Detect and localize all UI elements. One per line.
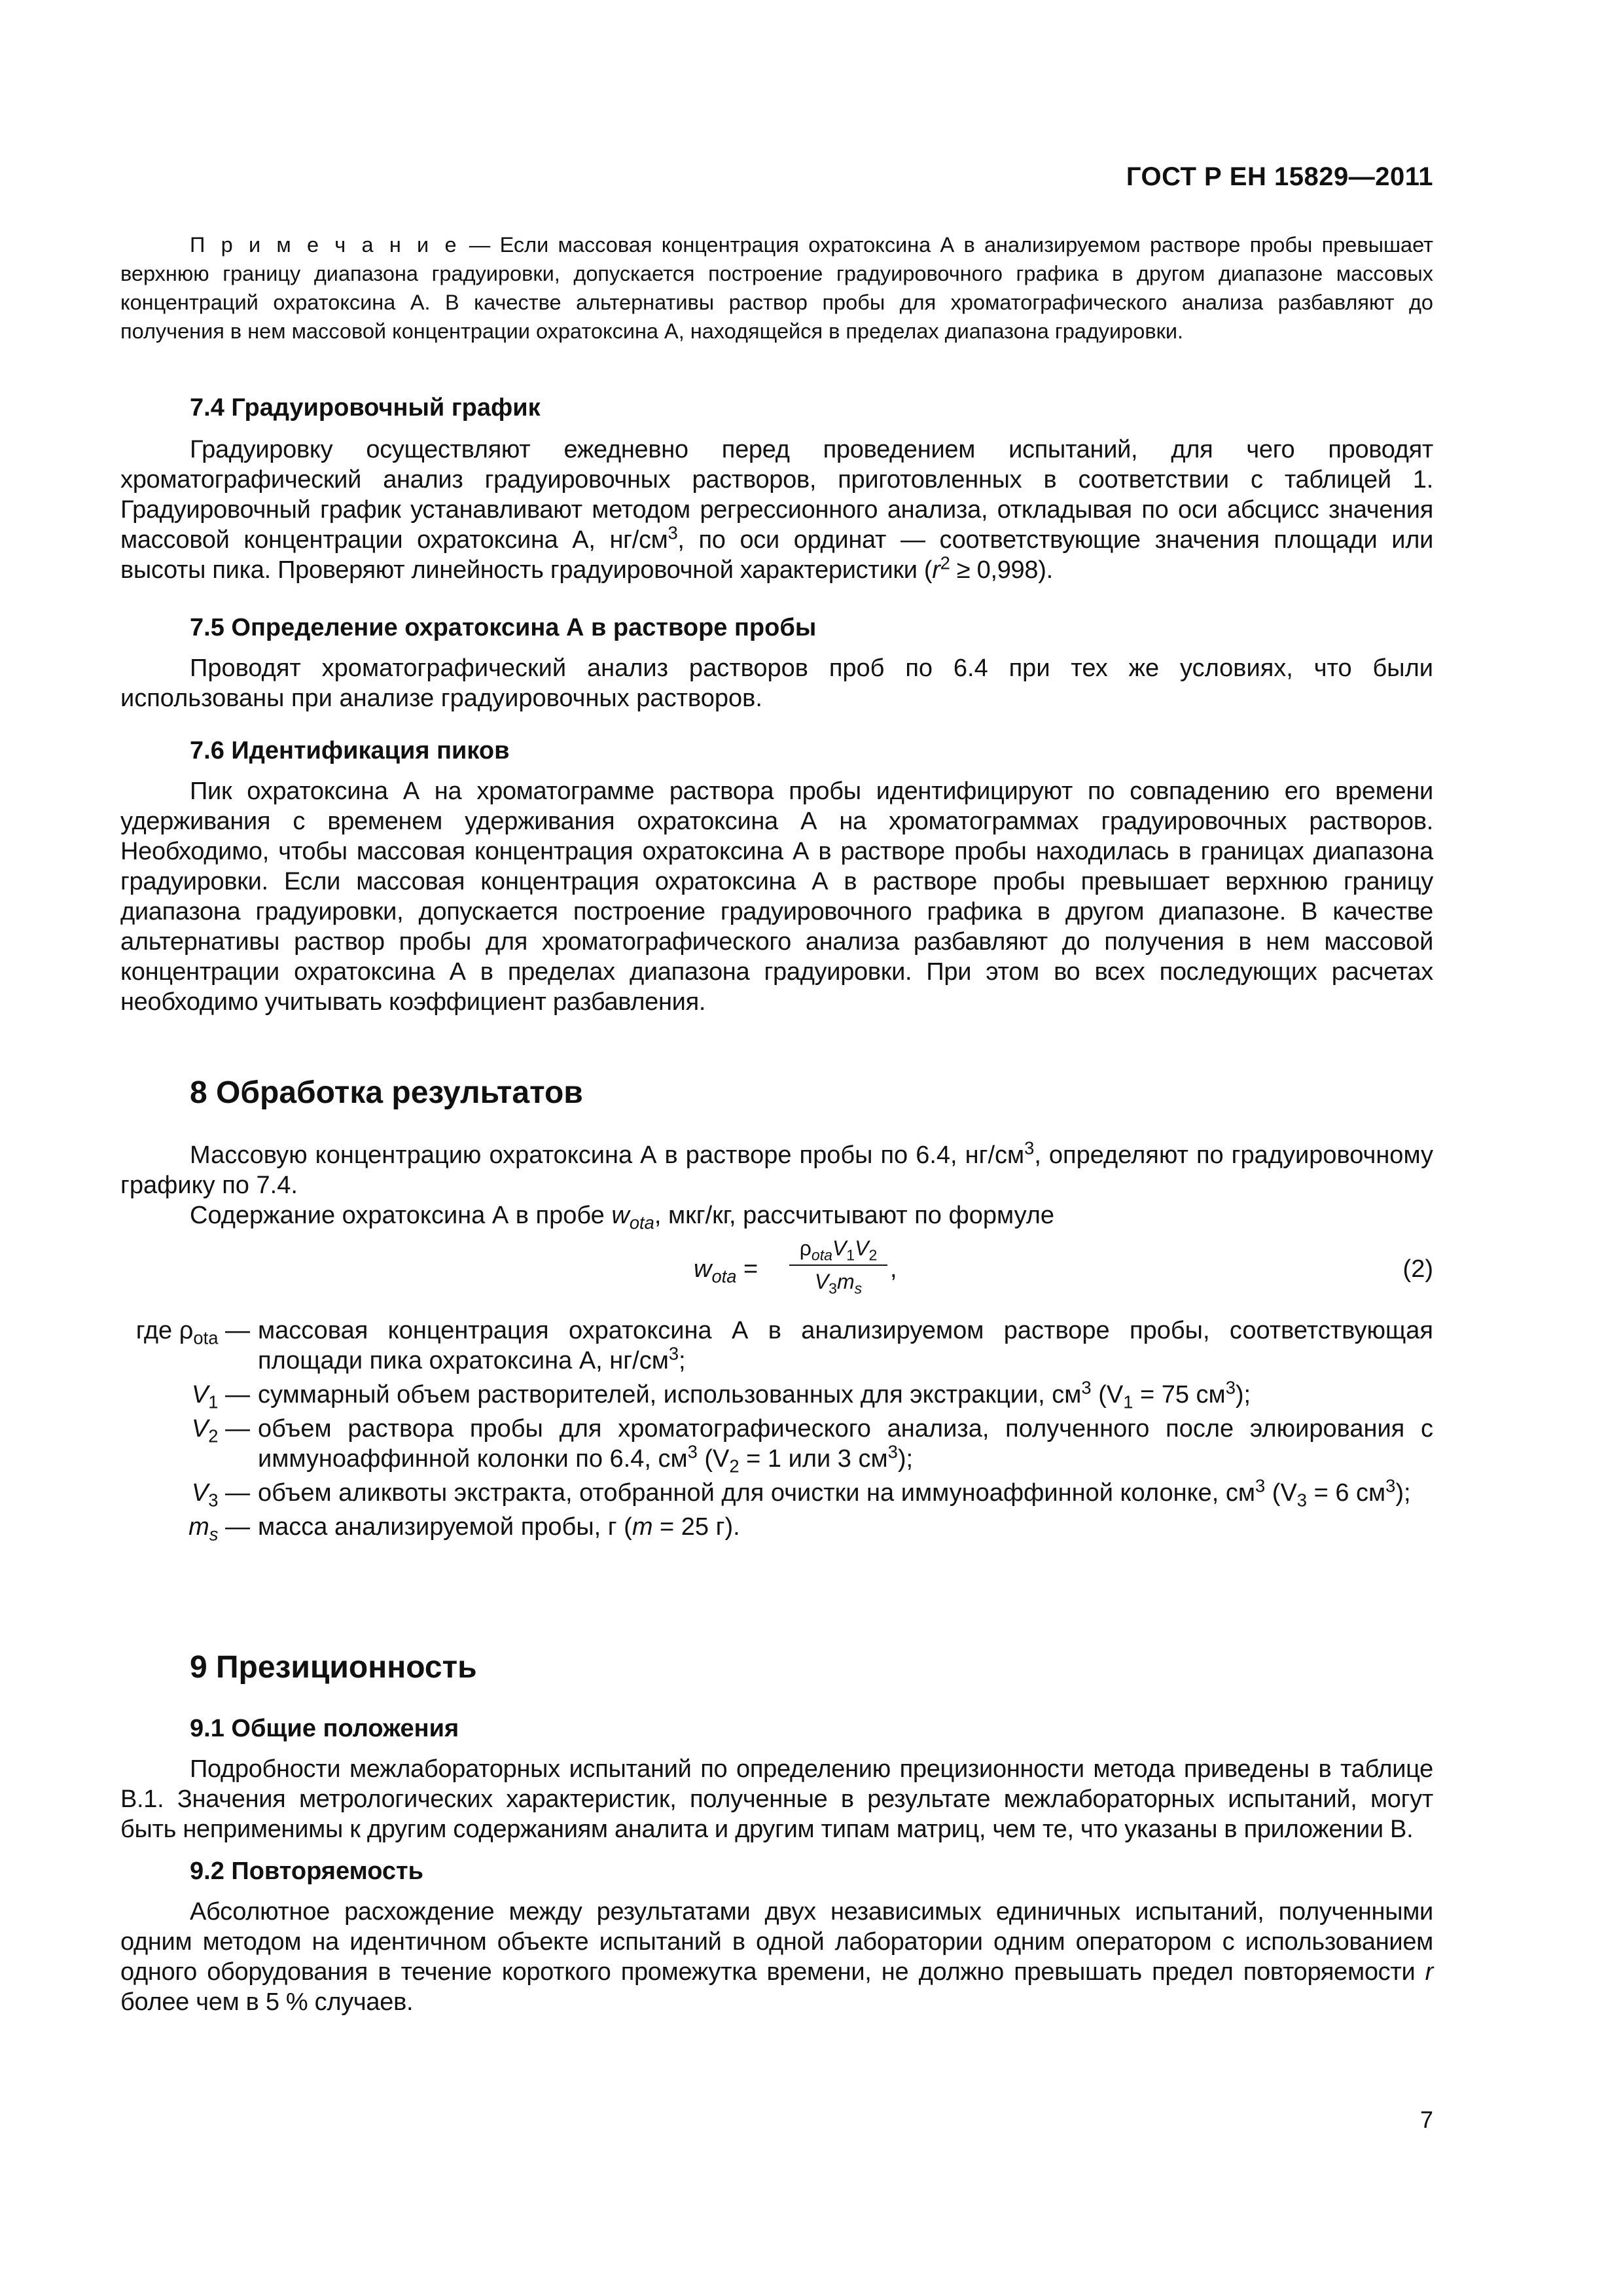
section-8 bbox=[120, 1075, 1433, 1546]
definition-v2: $V_2$ — объем раствора пробы для хроматографического анализа, полученного после элюирования с иммуноаффинной колонки по 6.4, $см^3$ ($V_2 = 1$ или 3 $см^3$); bbox=[191, 1415, 1433, 1477]
formula-fraction bbox=[789, 1233, 887, 1295]
heading-9-2: 9.2 Повторяемость bbox=[190, 1857, 424, 1885]
formula-denominator: $V_3m_s$ bbox=[814, 1270, 863, 1297]
page-number: 7 bbox=[1419, 2106, 1433, 2133]
paragraph-9-2: Абсолютное расхождение между результатами двух независимых единичных испытаний, полученными одним методом на идентичном объекте испытаний в одной лаборатории одним оператором с использованием одного оборудования в течение короткого промежутка времени, не должно превышать предел повторяемости r более чем в 5 % случаев. bbox=[120, 1898, 1433, 2016]
note-label: П р и м е ч а н и е bbox=[190, 233, 460, 257]
paragraph-8-1: Массовую концентрацию охратоксина А в растворе пробы по 6.4, $нг/см^3$, определяют по градуировочному графику по 7.4. bbox=[120, 1138, 1433, 1199]
paragraph-7-6: Пик охратоксина А на хроматограмме раствора пробы идентифицируют по совпадению его времени удерживания с временем удерживания охратоксина А на хроматограммах градуировочных растворов. Необходимо, чтобы массовая концентрация охратоксина А в растворе пробы находилась в границах диапазона градуировки. Если массовая концентрация охратоксина А в растворе пробы превышает верхнюю границу диапазона градуировки, допускается построение градуировочного графика в другом диапазоне. В качестве альтернативы раствор пробы для хроматографического анализа разбавляют до получения в нем массовой концентрации охратоксина А в пределах диапазона градуировки. При этом во всех последующих расчетах необходимо учитывать коэффициент разбавления. bbox=[120, 778, 1433, 1016]
definition-v1: $V_1$ — суммарный объем растворителей, использованных для экстракции, $см^3$ ($V_1 = 75$ $см^3$); bbox=[191, 1377, 1251, 1412]
formula-number: (2) bbox=[1402, 1255, 1433, 1283]
heading-7-4: 7.4 Градуировочный график bbox=[190, 394, 541, 422]
heading-8: 8 Обработка результатов bbox=[190, 1075, 583, 1110]
note-paragraph bbox=[120, 230, 1433, 346]
symbol-definitions bbox=[120, 1316, 1433, 1545]
definition-ms: $m_s$ — масса анализируемой пробы, г (m = 25 г). bbox=[188, 1513, 740, 1545]
formula-numerator: $\rho_{ota}V_1V_2$ bbox=[799, 1236, 878, 1264]
paragraph-7-4: Градуировку осуществляют ежедневно перед проведением испытаний, для чего проводят хроматографический анализ градуировочных растворов, приготовленных в соответствии с таблицей 1. Градуировочный график устанавливают методом регрессионного анализа, откладывая по оси абсцисс значения массовой концентрации охратоксина А, $нг/см^3$, по оси ординат — соответствующие значения площади или высоты пика. Проверяют линейность градуировочной характеристики $(r^2 \ge 0,998)$. bbox=[120, 436, 1434, 584]
standard-header: ГОСТ Р ЕН 15829—2011 bbox=[1126, 162, 1433, 191]
formula-2: $w_{ota}$ = $\rho_{ota}V_1V_2$ $V_3m_s$ , (2) bbox=[120, 1233, 1433, 1306]
section-7-5 bbox=[120, 613, 1433, 713]
fraction-bar bbox=[789, 1265, 887, 1266]
heading-7-6: 7.6 Идентификация пиков bbox=[190, 737, 510, 764]
definition-rho: где $\rho_{ota}$ — массовая концентрация охратоксина А в анализируемом растворе пробы, соответствующая площади пика охратоксина А, $нг/см^3$; bbox=[135, 1317, 1433, 1374]
formula-lhs: $w_{ota}$ = bbox=[694, 1255, 758, 1287]
heading-9-1: 9.1 Общие положения bbox=[190, 1715, 459, 1742]
note-block bbox=[120, 230, 1433, 346]
heading-9: 9 Презиционность bbox=[190, 1650, 477, 1685]
heading-7-5: 7.5 Определение охратоксина А в растворе пробы bbox=[190, 614, 817, 641]
section-7-6 bbox=[120, 736, 1433, 1017]
section-9 bbox=[120, 1649, 1433, 2017]
section-7-4 bbox=[120, 393, 1433, 585]
note-text: — Если массовая концентрация охратоксина А в анализируемом растворе пробы превышает верхнюю границу диапазона градуировки, допускается построение градуировочного графика в другом диапазоне массовых концентраций охратоксина А. В качестве альтернативы раствор пробы для хроматографического анализа разбавляют до получения в нем массовой концентрации охратоксина А, находящейся в пределах диапазона градуировки. bbox=[120, 233, 1433, 343]
definition-v3: $V_3$ — объем аликвоты экстракта, отобранной для очистки на иммуноаффинной колонке, $см^3$ ($V_3 = 6$ $см^3$); bbox=[191, 1475, 1411, 1511]
paragraph-7-5: Проводят хроматографический анализ растворов проб по 6.4 при тех же условиях, что были использованы при анализе градуировочных растворов. bbox=[120, 655, 1433, 712]
paragraph-8-2: Содержание охратоксина А в пробе $w_{ota}$, мкг/кг, рассчитывают по формуле bbox=[190, 1202, 1055, 1233]
paragraph-9-1: Подробности межлабораторных испытаний по определению прецизионности метода приведены в таблице В.1. Значения метрологических характеристик, полученные в результате межлабораторных испытаний, могут быть неприменимы к другим содержаниям аналита и другим типам матриц, чем те, что указаны в приложении В. bbox=[120, 1755, 1433, 1843]
